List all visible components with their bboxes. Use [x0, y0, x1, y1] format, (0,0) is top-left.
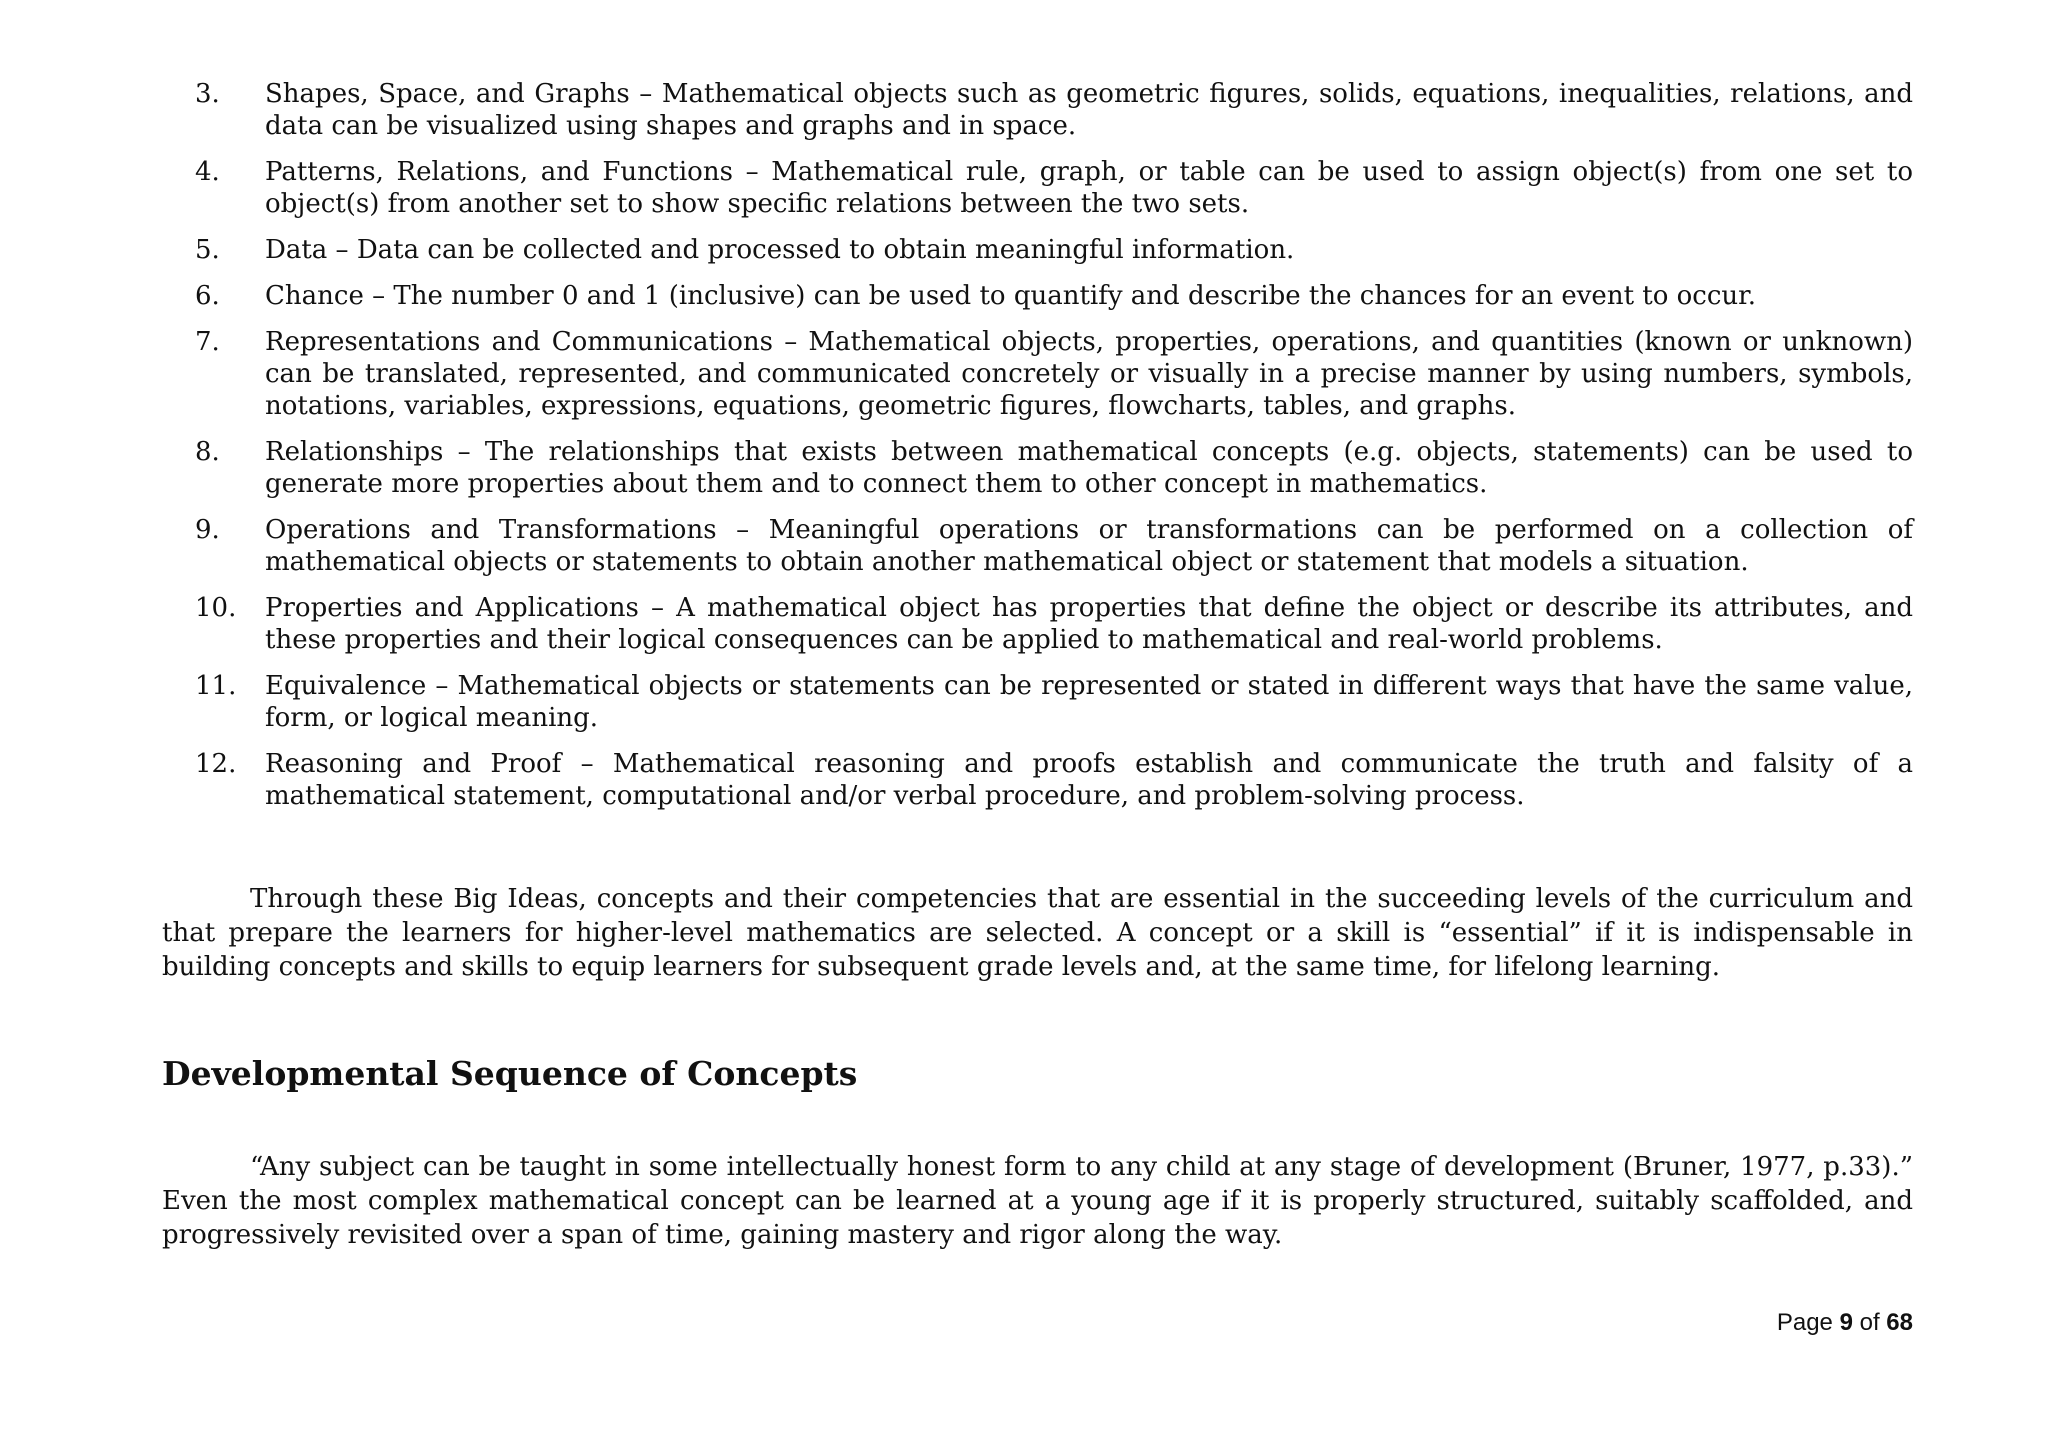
list-item [195, 156, 1913, 220]
list-item-text: Equivalence – Mathematical objects or statements can be represented or stated in different ways that have the same value, form, or logical meaning. [265, 671, 1913, 733]
list-item [195, 514, 1913, 578]
list-item [195, 436, 1913, 500]
list-item [195, 748, 1913, 812]
section-heading: Developmental Sequence of Concepts [162, 1054, 858, 1093]
list-item-text: Relationships – The relationships that exists between mathematical concepts (e.g. objects, statements) can be used to generate more properties about them and to connect them to other concept in mathematics. [265, 437, 1913, 499]
list-item [195, 280, 1913, 312]
list-item-number: 9. [195, 515, 220, 545]
list-item [195, 78, 1913, 142]
list-item-text: Representations and Communications – Mathematical objects, properties, operations, and quantities (known or unknown) can be translated, represented, and communicated concretely or visually in a precise manner by using numbers, symbols, notations, variables, expressions, equations, geometric figures, flowcharts, tables, and graphs. [265, 327, 1913, 421]
list-item [195, 592, 1913, 656]
current-page-number: 9 [1839, 1309, 1853, 1336]
list-item-number: 6. [195, 281, 220, 311]
list-item [195, 670, 1913, 734]
list-item-number: 5. [195, 235, 220, 265]
of-label: of [1859, 1309, 1880, 1336]
list-item-number: 3. [195, 79, 220, 109]
list-item-number: 10. [195, 593, 237, 623]
list-item-number: 7. [195, 327, 220, 357]
list-item-text: Reasoning and Proof – Mathematical reasoning and proofs establish and communicate the truth and falsity of a mathematical statement, computational and/or verbal procedure, and problem-solving process. [265, 749, 1913, 811]
total-pages-number: 68 [1886, 1309, 1913, 1336]
section-paragraph: “Any subject can be taught in some intellectually honest form to any child at any stage of development (Bruner, 1977, p.33).” Even the most complex mathematical concept can be learned at a young age if it is properly structured, suitably scaffolded, and progressively revisited over a span of time, gaining mastery and rigor along the way. [162, 1152, 1913, 1250]
list-item-text: Data – Data can be collected and processed to obtain meaningful information. [265, 235, 1295, 265]
list-item-text: Operations and Transformations – Meaningful operations or transformations can be performed on a collection of mathematical objects or statements to obtain another mathematical object or statement that models a situation. [265, 515, 1913, 577]
list-item-number: 4. [195, 157, 220, 187]
list-item [195, 326, 1913, 422]
list-item-number: 11. [195, 671, 237, 701]
list-item-text: Properties and Applications – A mathematical object has properties that define the object or describe its attributes, and these properties and their logical consequences can be applied to mathematical and real-world problems. [265, 593, 1913, 655]
list-item-text: Patterns, Relations, and Functions – Mathematical rule, graph, or table can be used to assign object(s) from one set to object(s) from another set to show specific relations between the two sets. [265, 157, 1913, 219]
big-ideas-list [195, 78, 1913, 826]
list-item [195, 234, 1913, 266]
list-item-text: Shapes, Space, and Graphs – Mathematical objects such as geometric figures, solids, equations, inequalities, relations, and data can be visualized using shapes and graphs and in space. [265, 79, 1913, 141]
list-item-text: Chance – The number 0 and 1 (inclusive) can be used to quantify and describe the chances for an event to occur. [265, 281, 1757, 311]
page-number [1777, 1308, 1913, 1338]
list-item-number: 12. [195, 749, 237, 779]
big-ideas-paragraph: Through these Big Ideas, concepts and their competencies that are essential in the succeeding levels of the curriculum and that prepare the learners for higher-level mathematics are selected. A concept or a skill is “essential” if it is indispensable in building concepts and skills to equip learners for subsequent grade levels and, at the same time, for lifelong learning. [162, 884, 1913, 982]
page-label: Page [1776, 1309, 1833, 1336]
list-item-number: 8. [195, 437, 220, 467]
